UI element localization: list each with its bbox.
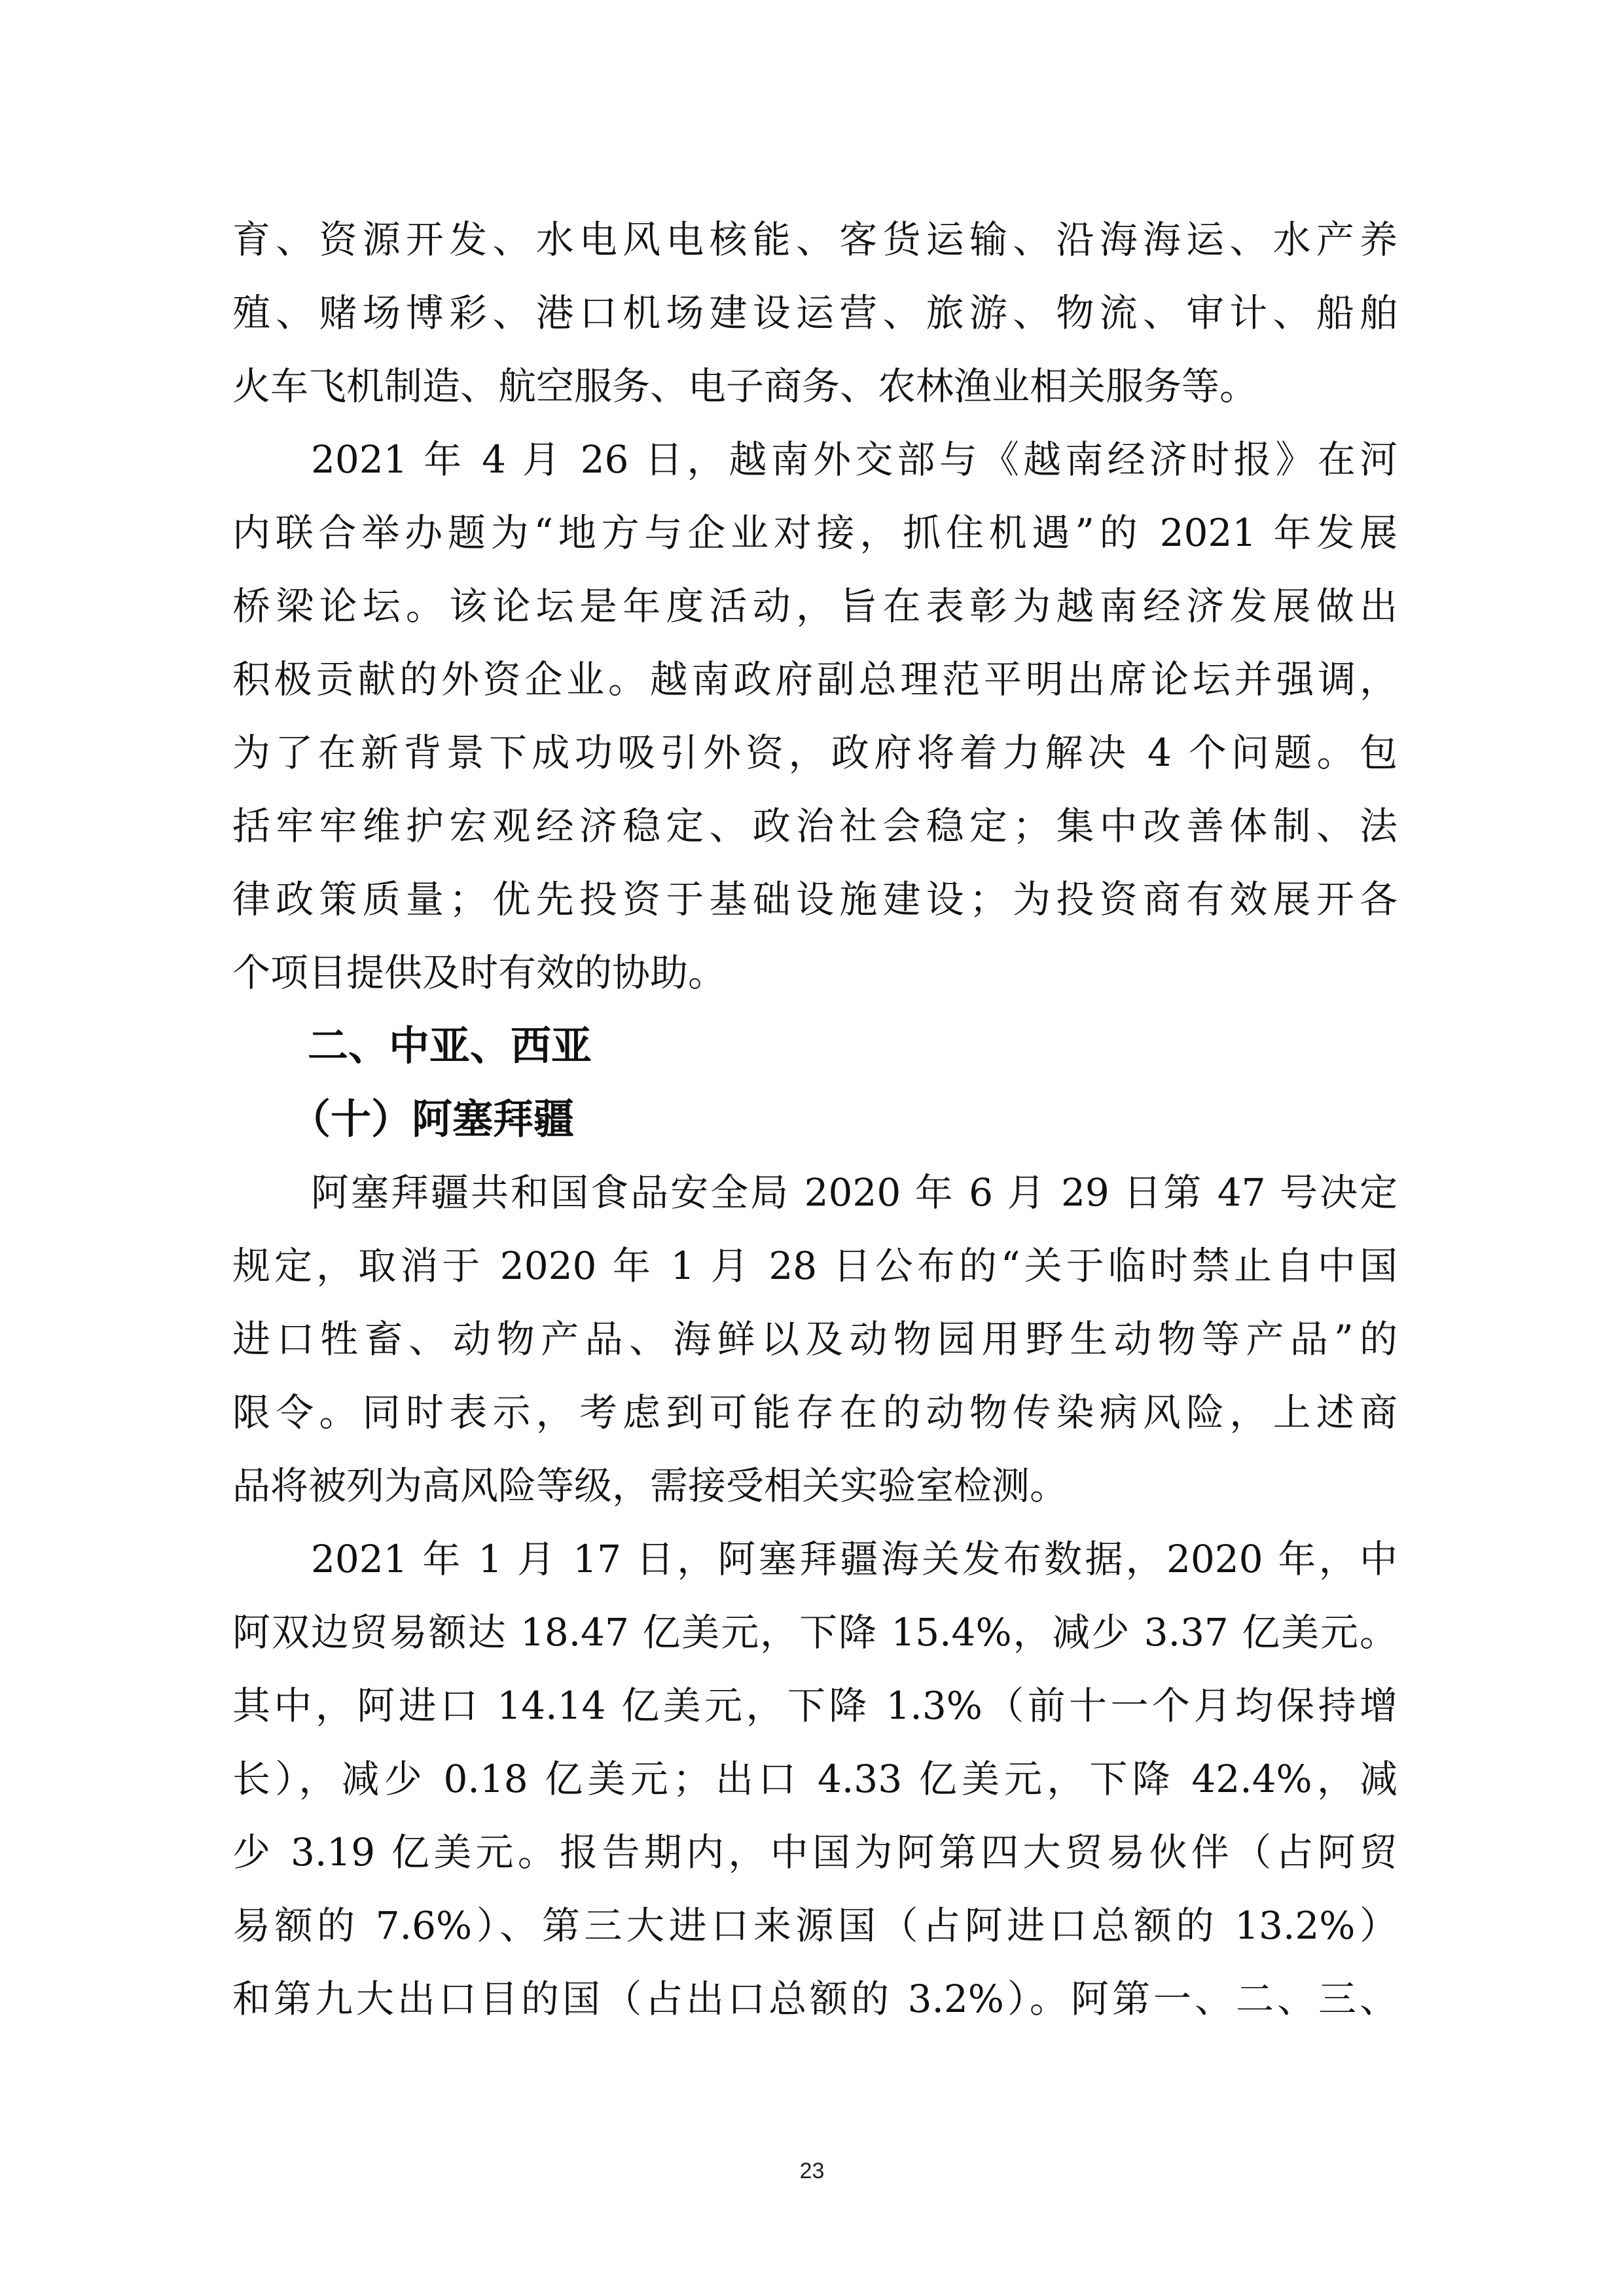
paragraph-continuation xyxy=(232,203,1398,423)
paragraph-azerbaijan-trade xyxy=(232,1522,1398,2036)
text-line: 2021 年 4 月 26 日，越南外交部与《越南经济时报》在河 xyxy=(311,437,1398,482)
text-line: 律政策质量；优先投资于基础设施建设；为投资商有效展开各 xyxy=(232,877,1398,922)
text-line: 桥梁论坛。该论坛是年度活动，旨在表彰为越南经济发展做出 xyxy=(232,584,1398,628)
text-line: 进口牲畜、动物产品、海鲜以及动物园用野生动物等产品”的 xyxy=(232,1317,1398,1361)
text-line: 个项目提供及时有效的协助。 xyxy=(232,950,727,995)
text-line: 阿双边贸易额达 18.47 亿美元，下降 15.4%，减少 3.37 亿美元。 xyxy=(232,1610,1398,1655)
text-line: 为了在新背景下成功吸引外资，政府将着力解决 4 个问题。包 xyxy=(232,730,1398,775)
text-line: 和第九大出口目的国（占出口总额的 3.2%）。阿第一、二、三、 xyxy=(232,1977,1398,2021)
section-heading: 二、中亚、西亚 xyxy=(308,1022,592,1069)
text-line: 2021 年 1 月 17 日，阿塞拜疆海关发布数据，2020 年，中 xyxy=(311,1537,1398,1581)
text-line: 限令。同时表示，考虑到可能存在的动物传染病风险，上述商 xyxy=(232,1390,1398,1435)
text-line: 长），减少 0.18 亿美元；出口 4.33 亿美元，下降 42.4%，减 xyxy=(232,1757,1398,1801)
text-line: 育、资源开发、水电风电核能、客货运输、沿海海运、水产养 xyxy=(232,217,1398,262)
text-line: 阿塞拜疆共和国食品安全局 2020 年 6 月 29 日第 47 号决定 xyxy=(311,1170,1398,1215)
text-line: 内联合举办题为“地方与企业对接，抓住机遇”的 2021 年发展 xyxy=(232,511,1398,555)
text-line: 殖、赌场博彩、港口机场建设运营、旅游、物流、审计、船舶 xyxy=(232,291,1398,335)
text-line: 积极贡献的外资企业。越南政府副总理范平明出席论坛并强调， xyxy=(232,657,1398,702)
text-line: 其中，阿进口 14.14 亿美元，下降 1.3%（前十一个月均保持增 xyxy=(232,1683,1398,1728)
document-body xyxy=(232,203,1398,2036)
text-line: 规定，取消于 2020 年 1 月 28 日公布的“关于临时禁止自中国 xyxy=(232,1244,1398,1288)
text-line: 火车飞机制造、航空服务、电子商务、农林渔业相关服务等。 xyxy=(232,364,1258,408)
text-line: 品将被列为高风险等级，需接受相关实验室检测。 xyxy=(232,1463,1068,1508)
sub-heading: （十）阿塞拜疆 xyxy=(290,1095,575,1143)
text-line: 易额的 7.6%）、第三大进口来源国（占阿进口总额的 13.2%） xyxy=(232,1903,1398,1948)
text-line: 括牢牢维护宏观经济稳定、政治社会稳定；集中改善体制、法 xyxy=(232,804,1398,848)
text-line: 少 3.19 亿美元。报告期内，中国为阿第四大贸易伙伴（占阿贸 xyxy=(232,1830,1398,1874)
page-number: 23 xyxy=(799,2159,825,2183)
paragraph-vietnam-forum xyxy=(232,423,1398,1009)
paragraph-azerbaijan-food-safety xyxy=(232,1156,1398,1522)
